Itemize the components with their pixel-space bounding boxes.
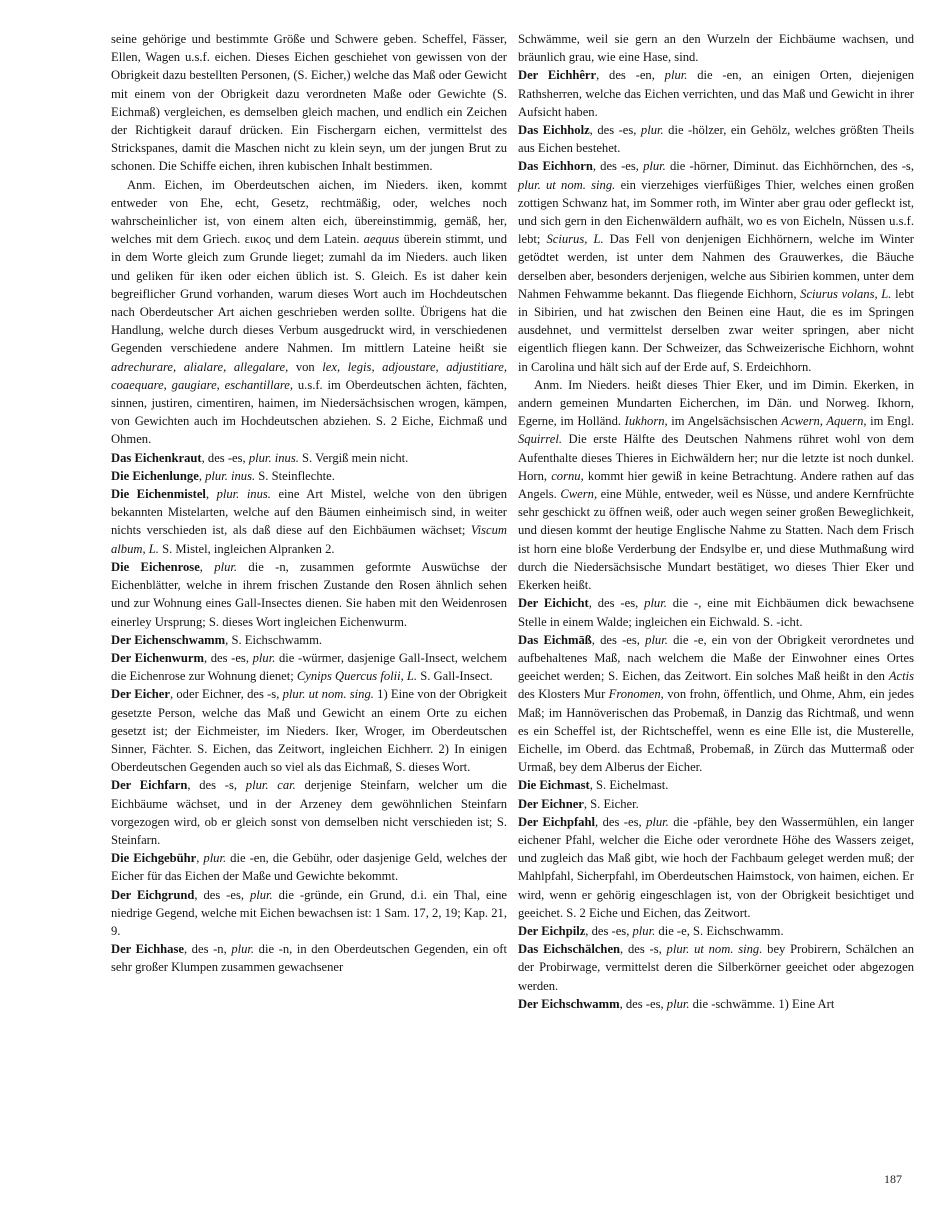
italic-term: Viscum album, L. [111, 523, 507, 556]
entry-text: im Angelsächsischen [667, 414, 782, 429]
dictionary-entry [111, 940, 507, 976]
entry-text: kommt hier gewiß in keine Betrachtung. Andere rathen auf das Angels. [518, 468, 914, 502]
entry-text: , des -s, [620, 942, 667, 957]
entry-text: Schwämme, weil sie gern an den Wurzeln der Eichbäume wachsen, und bräunlich grau, wie eine Hase, sind. [518, 32, 914, 65]
headword: Der Eichner [518, 796, 584, 811]
headword: Das Eichschälchen [518, 942, 621, 957]
entry-text: die -gründe, ein Grund, d.i. ein Thal, eine niedrige Gegend, welche mit Eichen bewachsen ist: 1 Sam. 17, 2, 19; Kap. 21, 9. [111, 887, 507, 938]
entry-text: , S. Eichelmast. [589, 778, 669, 793]
page-number: 187 [884, 1172, 902, 1186]
entry-text: , des -es, [591, 632, 646, 647]
entry-text: bey Probirern, Schälchen an der Probirwage, vermittelst deren die Silberkörner geeichet oder abgezogen werden. [518, 942, 915, 993]
headword: Der Eichschwamm [518, 996, 620, 1011]
entry-text: die -würmer, dasjenige Gall-Insect, welchem die Eichenrose zur Wohnung dienet; [111, 650, 507, 684]
italic-term: plur. [646, 814, 669, 829]
entry-text: , [205, 487, 217, 502]
entry-text: , des -s, [187, 778, 246, 793]
headword: Die Eichgebühr [111, 851, 197, 866]
entry-text: die -schwämme. 1) Eine Art [689, 996, 835, 1011]
entry-text: 1) Eine von der Obrigkeit gesetzte Person, welche das Maß und Gewicht an einem Orte zu eichen gesetzt ist; der Eichmeister, im Nieders. Iker, Wroger, im Oberdeutschen Sinner, Fächter. S. Eichen, das Zeitwort, ingleichen Eichherr. 2) In einigen Oberdeutschen Gegenden auch so viel als das Eichmaß, S. dieses Wort. [111, 687, 508, 775]
italic-term: plur. inus. [216, 487, 271, 502]
italic-term: plur. [231, 942, 255, 957]
italic-term: aequus [363, 232, 400, 247]
italic-term: plur. [645, 632, 668, 647]
entry-text: , des -es, [201, 450, 249, 465]
entry-text: , des -n, [183, 942, 232, 957]
headword: Der Eichfarn [111, 778, 188, 793]
dictionary-entry [111, 467, 507, 485]
entry-text: derjenige Steinfarn, welcher um die Eichbäume wächset, und in der Arzeney dem gewöhnlichen Steinfarn vorgezogen wird, ob er gleich sonst von demselben nicht verschieden ist; S. Steinfarn. [111, 778, 508, 847]
entry-text: S. Steinflechte. [255, 468, 335, 483]
dictionary-entry [111, 849, 507, 885]
italic-term: Sciurus, L. [546, 232, 604, 247]
headword: Die Eichenlunge [111, 468, 199, 483]
right-column [518, 30, 914, 1013]
dictionary-entry [111, 485, 507, 558]
italic-term: Cynips Quercus folii, L. [296, 669, 418, 684]
italic-term: plur. ut nom. sing. [666, 942, 763, 957]
entry-text: , [198, 468, 206, 483]
entry-text: die -en, an einigen Orten, diejenigen Rathsherren, welche das Eichen verrichten, und das Maß und Gewicht in ihrer Aufsicht haben. [518, 68, 914, 119]
dictionary-entry [518, 940, 914, 995]
entry-text: überein stimmt, und in dem Worte gleich zum Grunde lieget; zumahl da im Nieders. auch liken und geliken für iken oder eichen üblich ist. S. Gleich. Es ist daher kein begreiflicher Grund vorhanden, warum dieses Wort auch im Hochdeutschen nach Oberdeutscher Art aichen geschrieben werden sollte. Übrigens hat die Handlung, welche durch dieses Verbum ausgedruckt wird, in verschiedenen Gegenden verschiedene andere Nahmen. Im mittlern Lateine heißt sie [111, 232, 507, 356]
dictionary-entry [518, 995, 914, 1013]
italic-term: Fronomen, [608, 687, 664, 702]
entry-text: die -e, ein von der Obrigkeit verordnetes und aufbehaltenes Maß, nach welchem die Maße der Einwohner eines Ortes geeichet werden; S. Eichen, das Zeitwort. Ein solches Maß heißt in den [518, 632, 915, 684]
italic-term: plur. [664, 68, 688, 83]
italic-term: plur. [643, 159, 666, 174]
italic-term: plur. [249, 887, 273, 902]
headword: Der Eichenwurm [111, 650, 204, 665]
entry-text: seine gehörige und bestimmte Größe und Schwere geben. Scheffel, Fässer, Ellen, Wagen u.s.f. eichen. Dieses Eichen geschiehet von gewissen von der Obrigkeit dazu bestellten Personen, (S. Eicher,) welche das Maß oder Gewicht mit einem von der Obrigkeit dazu verordneten Maße oder Gewichte (S. Eichmaß) vergleichen, es demselben gleich machen, und endlich ein Zeichen der Richtigkeit darauf drücken. Ein Fischergarn eichen, vermittelst des Strickspanes, damit die Maschen nicht zu klein seyn, um der jungen Brut zu schonen. Die Schiffe eichen, ihren kubischen Inhalt bestimmen. [111, 32, 507, 174]
entry-text: , des -es, [594, 814, 647, 829]
entry-text: u.s.f. im Oberdeutschen ächten, fächten, sinnen, justiren, cimentiren, haimen, im Niedersächsischen wrogen, kämpen, von Gewichten auch im Hochdeutschen abziehen. S. 2 Eiche, Eichmaß und Ohmen. [111, 377, 507, 447]
italic-term: Actis [888, 669, 914, 684]
entry-text: , des -es, [203, 650, 253, 665]
headword: Der Eichpilz [518, 923, 586, 938]
entry-text: im Engl. [866, 414, 914, 429]
italic-term: cornu, [551, 468, 584, 483]
italic-term: Cwern, [560, 487, 598, 502]
headword: Die Eichmast [518, 778, 590, 793]
italic-term: plur. [632, 923, 656, 938]
entry-text: S. Mistel, ingleichen Alpranken 2. [158, 541, 335, 556]
entry-paragraph [518, 30, 914, 66]
entry-text: , [199, 559, 215, 574]
italic-term: plur. car. [245, 778, 296, 793]
dictionary-entry [111, 776, 507, 849]
dictionary-entry [518, 157, 914, 375]
italic-term: plur. ut nom. sing. [282, 687, 374, 702]
entry-text: , des -en, [596, 68, 665, 83]
entry-text: S. Vergiß mein nicht. [298, 450, 409, 465]
entry-text: eine Mühle, entweder, weil es Nüsse, und andere Kernfrüchte sehr geschickt zu öffnen weiß, oder auch wegen seiner großen Beweglichkeit, und diesen kommt der heutige Englische Nahme zu Statten. Nach dem Frisch ist horn eine bloße Verderbung der Endsylbe er, und diese Muthmaßung wird durch die Niedersächsische Mundart bestätiget, wo dieses Thier Eker und Ekerken heißt. [518, 487, 914, 593]
entry-text: von [288, 359, 323, 374]
entry-text: die -hölzer, ein Gehölz, welches größten Theils aus Eichen bestehet. [518, 123, 914, 156]
dictionary-entry [518, 66, 914, 121]
italic-term: plur. [640, 123, 664, 138]
entry-text: , des -es, [194, 887, 250, 902]
italic-term: plur. [252, 650, 276, 665]
entry-text: Anm. Eichen, im Oberdeutschen aichen, im Nieders. iken, kommt entweder von Ehe, echt, Gesetz, rechtmäßig, oder, welches noch wahrscheinlicher ist, von einem alten eich, übereinstimmig, gemäß, her, welches mit dem Griech. εικος und dem Latein. [111, 177, 507, 247]
entry-text: die -, eine mit Eichbäumen dick bewachsene Stelle in einem Walde; ingleichen ein Eichwald. S. -icht. [518, 596, 915, 629]
entry-text: , oder Eichner, des -s, [169, 687, 283, 702]
headword: Der Eichenschwamm [111, 632, 226, 647]
entry-text: eine Art Mistel, welche von den übrigen bekannten Mistelarten, welche auf den Bäumen einheimisch sind, in weiter nichts verschieden ist, als daß diese auf den Eichbäumen wächset; [111, 487, 507, 538]
entry-text: , S. Eicher. [583, 796, 639, 811]
entry-text: , des -es, [589, 123, 641, 138]
italic-term: lex, legis, adjoustare, adjustitiare, coaequare, gaugiare, eschantillare, [111, 359, 508, 392]
dictionary-entry [518, 922, 914, 940]
headword: Die Eichenrose [111, 559, 200, 574]
entry-text: die -hörner, Diminut. das Eichhörnchen, des -s, [665, 159, 914, 174]
dictionary-entry [111, 631, 507, 649]
dictionary-entry [518, 594, 914, 630]
dictionary-entry [111, 558, 507, 631]
entry-text: die -en, die Gebühr, oder dasjenige Geld, welches der Eicher für das Eichen der Maße und Gewichte bekommt. [111, 851, 507, 884]
entry-text: , des -es, [585, 923, 633, 938]
italic-term: adrechurare, alialare, allegalare, [111, 359, 289, 374]
entry-text: Anm. Im Nieders. heißt dieses Thier Eker, und im Dimin. Ekerken, in andern gemeinen Mundarten Eicherchen, im Dän. und Norweg. Ikhorn, Egerne, im Holländ. [518, 377, 914, 429]
headword: Der Eichgrund [111, 887, 195, 902]
entry-text: ein vierzehiges vierfüßiges Thier, welches einen großen zottigen Schwanz hat, im Sommer roth, im Winter aber grau oder gefleckt ist, und sich gern in den Eichenwäldern aufhält, wo es von Eicheln, Nüssen u.s.f. lebt; [518, 177, 915, 247]
italic-term: plur. [203, 851, 227, 866]
italic-term: plur. [666, 996, 690, 1011]
italic-term: Acwern, Aquern, [781, 414, 867, 429]
italic-term: Iukhorn, [624, 414, 668, 429]
entry-text: , des -es, [592, 159, 644, 174]
italic-term: plur. inus. [248, 450, 299, 465]
dictionary-entry [111, 649, 507, 685]
entry-text: von frohn, öffentlich, und Ohme, Ahm, ein jedes Maß; im Hannöverischen das Probemaß, in Danzig das Richtmaß, und wenn es ein Scheffel ist, der Richtscheffel, wenn es eine Elle ist, die Musterelle, Eichelle, im Oberd. das Echtmaß, Probemaß, in Zürch das Muttermaß oder Urmaß, bey dem Alberus der Eicher. [518, 687, 914, 775]
headword: Das Eichhorn [518, 159, 593, 174]
headword: Der Eichhase [111, 942, 184, 957]
italic-term: plur. [644, 596, 667, 611]
italic-term: Squirrel. [518, 432, 562, 447]
entry-paragraph [111, 176, 507, 449]
entry-paragraph [111, 30, 507, 176]
entry-text: lebt in Sibirien, und hat zwischen den Beinen eine Haut, die es im Springen ausdehnet, und vermittelst derselben zwar weiter springen, aber nicht eigentlich fliegen kann. Der Schweizer, das Schweizerische Eichhorn, wohnt in Carolina und hält sich auf der Erde auf, S. Erdeichhorn. [518, 286, 914, 374]
headword: Das Eichenkraut [111, 450, 202, 465]
italic-term: plur. ut nom. sing. [518, 177, 616, 192]
entry-text: , [196, 851, 204, 866]
entry-text: die -pfähle, bey den Wassermühlen, ein langer eichener Pfahl, welcher die Eiche oder verordnete Höhe des Wassers zeiget, und zugleich das Maß gibt, wie hoch der Fachbaum geleget werden muß; der Mahlpfahl, Sicherpfahl, im Oberdeutschen Haimstock, von haimen, eichen. Er wird, wenn er gehörig eingeschlagen ist, von der Obrigkeit besichtiget und geeichet. S. 2 Eiche und Eichen, das Zeitwort. [518, 814, 915, 920]
entry-text: die -e, S. Eichschwamm. [655, 923, 784, 938]
entry-text: die -n, in den Oberdeutschen Gegenden, ein oft sehr großer Klumpen zusammen gewachsener [111, 942, 507, 975]
dictionary-entry [111, 886, 507, 941]
italic-term: plur. inus. [205, 468, 256, 483]
entry-text: des Klosters Mur [518, 687, 609, 702]
headword: Der Eichpfahl [518, 814, 595, 829]
italic-term: plur. [214, 559, 238, 574]
headword: Die Eichenmistel [111, 487, 206, 502]
dictionary-entry [518, 813, 914, 922]
dictionary-entry [111, 449, 507, 467]
headword: Der Eichicht [518, 596, 589, 611]
entry-text: die -n, zusammen geformte Auswüchse der Eichenblätter, welche in ihrem frischen Zustande den Rosen ähnlich sehen und zur Wohnung eines Gall-Insectes dienen. Sie haben mit den Weidenrosen einerley Ursprung; S. dieses Wort ingleichen Eichenwurm. [111, 559, 507, 629]
dictionary-entry [518, 776, 914, 794]
entry-text: Das Fell von denjenigen Eichhörnern, welche im Winter getödtet werden, ist unter dem Nahmen des Grauwerkes, die Bäuche derselben aber, besonders derjenigen, welche aus Sibirien kommen, unter dem Nahmen Fehwamme bekannt. Das fliegende Eichhorn, [518, 232, 914, 301]
entry-text: S. Gall-Insect. [417, 669, 493, 684]
entry-paragraph [518, 376, 914, 594]
entry-text: , S. Eichschwamm. [225, 632, 323, 647]
dictionary-entry [518, 795, 914, 813]
headword: Der Eichhêrr [518, 68, 597, 83]
entry-text: , des -es, [619, 996, 667, 1011]
entry-text: Die erste Hälfte des Deutschen Nahmens rühret wohl von dem Aufenthalte dieses Thieres in Eichwäldern her; nur die letzte ist noch dunkel. Horn, [518, 432, 914, 483]
dictionary-entry [518, 631, 914, 777]
headword: Das Eichholz [518, 123, 590, 138]
dictionary-entry [518, 121, 914, 157]
headword: Das Eichmāß [518, 632, 592, 647]
left-column [111, 30, 507, 977]
dictionary-entry [111, 685, 507, 776]
italic-term: Sciurus volans, L. [800, 286, 892, 301]
entry-text: , des -es, [588, 596, 645, 611]
headword: Der Eicher [111, 687, 170, 702]
